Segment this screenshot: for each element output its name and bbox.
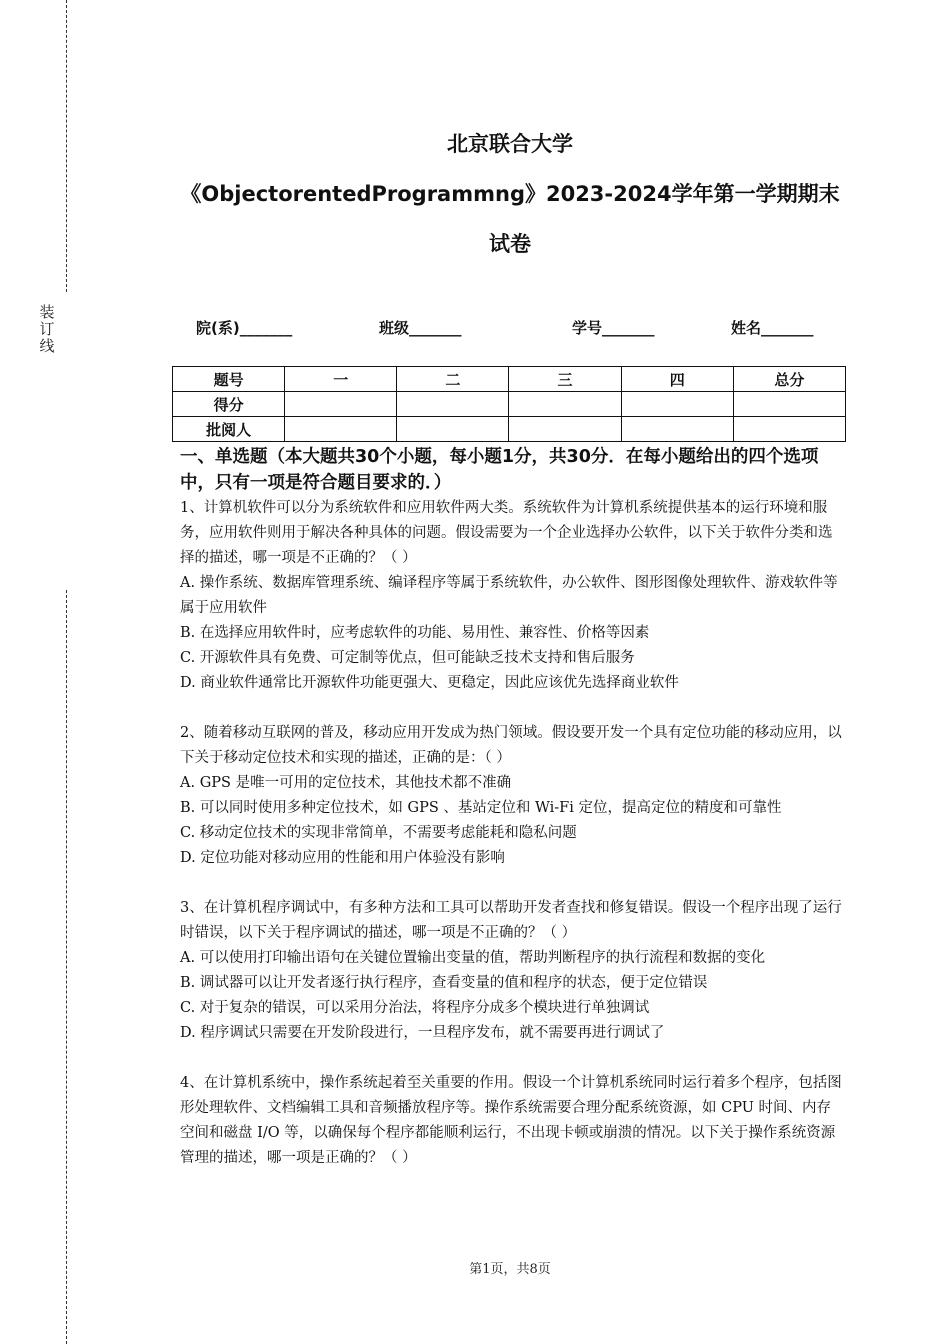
question-stem: 3、在计算机程序调试中，有多种方法和工具可以帮助开发者查找和修复错误。假设一个程序出现了运行时错误，以下关于程序调试的描述，哪一项是不正确的？（ ） (180, 900, 842, 941)
question-option: A. GPS 是唯一可用的定位技术，其他技术都不准确 (180, 775, 512, 791)
question-stem: 4、在计算机系统中，操作系统起着至关重要的作用。假设一个计算机系统同时运行着多个程序，包括图形处理软件、文档编辑工具和音频播放程序等。操作系统需要合理分配系统资源，如 CPU 时间、内存空间和磁盘 I/O 等，以确保每个程序都能顺利运行，不出现卡顿或崩溃的情况。以下关于操作系统资源管理的描述，哪一项是正确的？（ ） (180, 1075, 842, 1166)
grader-cell[interactable] (621, 417, 733, 442)
grader-cell[interactable] (285, 417, 397, 442)
score-header-cell: 三 (509, 367, 621, 392)
question-stem: 2、随着移动互联网的普及，移动应用开发成为热门领域。假设要开发一个具有定位功能的移动应用，以下关于移动定位技术和实现的描述，正确的是：（ ） (180, 725, 842, 766)
question-option: A. 操作系统、数据库管理系统、编译程序等属于系统软件，办公软件、图形图像处理软件、游戏软件等属于应用软件 (180, 575, 838, 616)
score-header-cell: 题号 (173, 367, 285, 392)
question-option: D. 商业软件通常比开源软件功能更强大、更稳定，因此应该优先选择商业软件 (180, 675, 679, 691)
grader-row-label: 批阅人 (173, 417, 285, 442)
grader-cell[interactable] (397, 417, 509, 442)
score-cell[interactable] (621, 392, 733, 417)
question-option: C. 对于复杂的错误，可以采用分治法，将程序分成多个模块进行单独调试 (180, 1000, 650, 1016)
score-header-cell: 一 (285, 367, 397, 392)
score-table (172, 366, 846, 442)
question-stem: 1、计算机软件可以分为系统软件和应用软件两大类。系统软件为计算机系统提供基本的运行环境和服务，应用软件则用于解决各种具体的问题。假设需要为一个企业选择办公软件，以下关于软件分类和选择的描述，哪一项是不正确的？（ ） (180, 500, 833, 566)
student-info-row (196, 317, 836, 341)
grader-cell[interactable] (509, 417, 621, 442)
question-option: B. 在选择应用软件时，应考虑软件的功能、易用性、兼容性、价格等因素 (180, 625, 650, 641)
score-header-cell: 总分 (733, 367, 845, 392)
binding-dashed-line-bottom (66, 590, 67, 1344)
question-option: B. 可以同时使用多种定位技术，如 GPS 、基站定位和 Wi-Fi 定位，提高定位的精度和可靠性 (180, 800, 782, 816)
name-field[interactable]: 姓名_______ (731, 319, 814, 337)
exam-type-title: 试卷 (489, 232, 531, 256)
question-option: D. 定位功能对移动应用的性能和用户体验没有影响 (180, 850, 505, 866)
question-option: D. 程序调试只需要在开发阶段进行，一旦程序发布，就不需要再进行调试了 (180, 1025, 665, 1041)
score-cell[interactable] (509, 392, 621, 417)
university-title: 北京联合大学 (447, 132, 573, 156)
score-row-label: 得分 (173, 392, 285, 417)
score-cell[interactable] (733, 392, 845, 417)
department-field[interactable]: 院(系)_______ (196, 319, 293, 337)
question-option: C. 移动定位技术的实现非常简单，不需要考虑能耗和隐私问题 (180, 825, 577, 841)
score-header-cell: 二 (397, 367, 509, 392)
question-content (180, 444, 844, 1171)
grader-row (173, 417, 846, 442)
score-cell[interactable] (285, 392, 397, 417)
course-title: 《ObjectorentedProgrammng》2023-2024学年第一学期期末 (180, 182, 840, 206)
class-field[interactable]: 班级_______ (379, 319, 462, 337)
score-cell[interactable] (397, 392, 509, 417)
page-footer: 第1页，共8页 (469, 1262, 551, 1277)
binding-label: 装订线 (39, 303, 55, 355)
grader-cell[interactable] (733, 417, 845, 442)
score-table-header-row (173, 367, 846, 392)
binding-dashed-line-top (66, 0, 67, 292)
section-heading: 一、单选题（本大题共30个小题，每小题1分，共30分．在每小题给出的四个选项中，只有一项是符合题目要求的．） (180, 447, 819, 493)
question-option: B. 调试器可以让开发者逐行执行程序，查看变量的值和程序的状态，便于定位错误 (180, 975, 708, 991)
student-id-field[interactable]: 学号_______ (572, 319, 655, 337)
score-row (173, 392, 846, 417)
score-header-cell: 四 (621, 367, 733, 392)
question-option: A. 可以使用打印输出语句在关键位置输出变量的值，帮助判断程序的执行流程和数据的变化 (180, 950, 766, 966)
question-option: C. 开源软件具有免费、可定制等优点，但可能缺乏技术支持和售后服务 (180, 650, 635, 666)
